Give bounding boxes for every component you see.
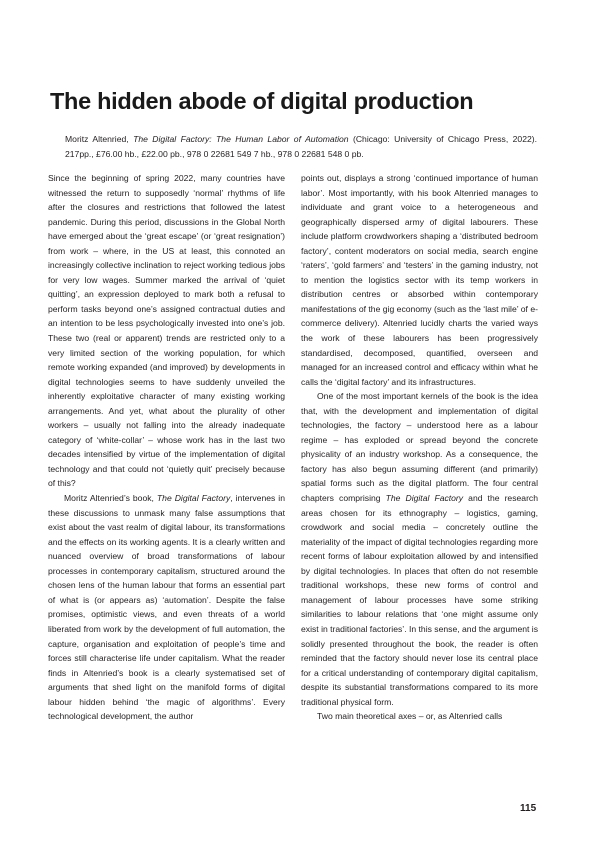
paragraph: Since the beginning of spring 2022, many countries have witnessed the return to supposedly ‘normal’ rhythms of life after the closures and restrictions that followed the latest pandemic. During this period, discussions in the Global North have emerged about the ‘great escape’ (or ‘great resignation’) from work – where, in the US at least, this connoted an increasingly collective inclination to reject working tedious jobs for very low wages. Summer marked the arrival of ‘quiet quitting’, an expression deployed to mark both a refusal to perform tasks beyond one’s assigned contractual duties and an intention to be less psychologically invested into one’s job. These two (real or apparent) trends are restricted only to a very limited section of the working population, for which remote working expanded (and improved) by developments in digital technologies seems to have suddenly unveiled the inherently exploitative character of many existing working arrangements. And yet, what about the plurality of other workers – usually not falling into the already inadequate category of ‘white-collar’ – whose work has in the last two decades intensified by virtue of the implementation of digital technology and that could not ‘quietly quit’ precisely because of this? <box>48 173 285 489</box>
right-column <box>301 171 538 724</box>
citation-book-title: The Digital Factory: The Human Labor of Automation <box>133 134 349 144</box>
paragraph: One of the most important kernels of the book is the idea that, with the development and implementation of digital technologies, the factory – understood here as a labour regime – has exploded or spread beyond the concrete physicality of an industry workshop. As a consequence, the factory has also begun assuming different (and primarily) spatial forms such as the digital platform. The four central chapters comprising The Digital Factory and the research areas chosen for its ethnography – logistics, gaming, crowdwork and social media – concretely outline the materiality of the impact of digital technologies regarding more recent forms of labour exploitation allowed by and intensified by digital technologies. In places that often do not resemble traditional workshops, these new forms of control and management of labour processes have some striking similarities to labour relations that ‘one might assume only exist in traditional factories’. In this sense, and the argument is solidly presented throughout the book, the reader is often reminded that the factory should never lose its central place for a critical understanding of contemporary digital capitalism, despite its substantial transformations compared to its more traditional physical form. <box>301 391 539 707</box>
paragraph: Two main theoretical axes – or, as Altenried calls <box>317 711 503 722</box>
citation-publication: (Chicago: University of Chicago Press, 2022). 217pp., £76.00 hb., £22.00 pb., 978 0 22681 549 7 hb., 978 0 22681 548 0 pb. <box>65 134 537 159</box>
article-title: The hidden abode of digital production <box>50 88 474 114</box>
book-citation <box>65 132 537 161</box>
citation-author: Moritz Altenried, <box>65 134 129 144</box>
left-column <box>48 171 285 724</box>
page-number: 115 <box>520 803 537 814</box>
paragraph: Moritz Altenried’s book, The Digital Factory, intervenes in these discussions to unmask many false assumptions that exist about the vast realm of digital labour, its transformations and the effects on its working agents. It is a clearly written and nuanced overview of broad transformations of labour processes in contemporary capitalism, structured around the chosen lens of the human labour that forms an essential part of what is (or appears as) ‘automation’. Despite the false promises, optimistic views, and even threats of a world liberated from work by the development of full automation, the capture, organisation and exploitation of people’s time and forces still characterise life under capitalism. What the reader finds in Altenried’s book is a clearly systematised set of arguments that shed light on the manifold forms of digital labour hidden behind ‘the magic of algorithms’. Every technological development, the author <box>48 493 285 722</box>
book-title-inline: The Digital Factory <box>385 493 464 504</box>
book-title-inline: The Digital Factory <box>156 493 231 504</box>
paragraph: points out, displays a strong ‘continued importance of human labor’. Most importantly, with his book Altenried manages to individuate and grant voice to a heterogeneous and geographically dispersed army of digital labourers. These include platform crowdworkers shaping a ‘distributed bedroom factory’, content moderators on social media, search engine ‘raters’, ‘gold farmers’ and ‘testers’ in the gaming industry, not to mention the logistics sector with its temp workers in distribution centres or absorbed within contemporary manifestations of the gig economy (such as the ‘last mile’ of e-commerce delivery). Altenried lucidly charts the varied ways the work of these labourers has been progressively standardised, decomposed, quantified, overseen and managed for an increased control and efficacy within what he calls the ‘digital factory’ and its infrastructures. <box>301 173 538 387</box>
